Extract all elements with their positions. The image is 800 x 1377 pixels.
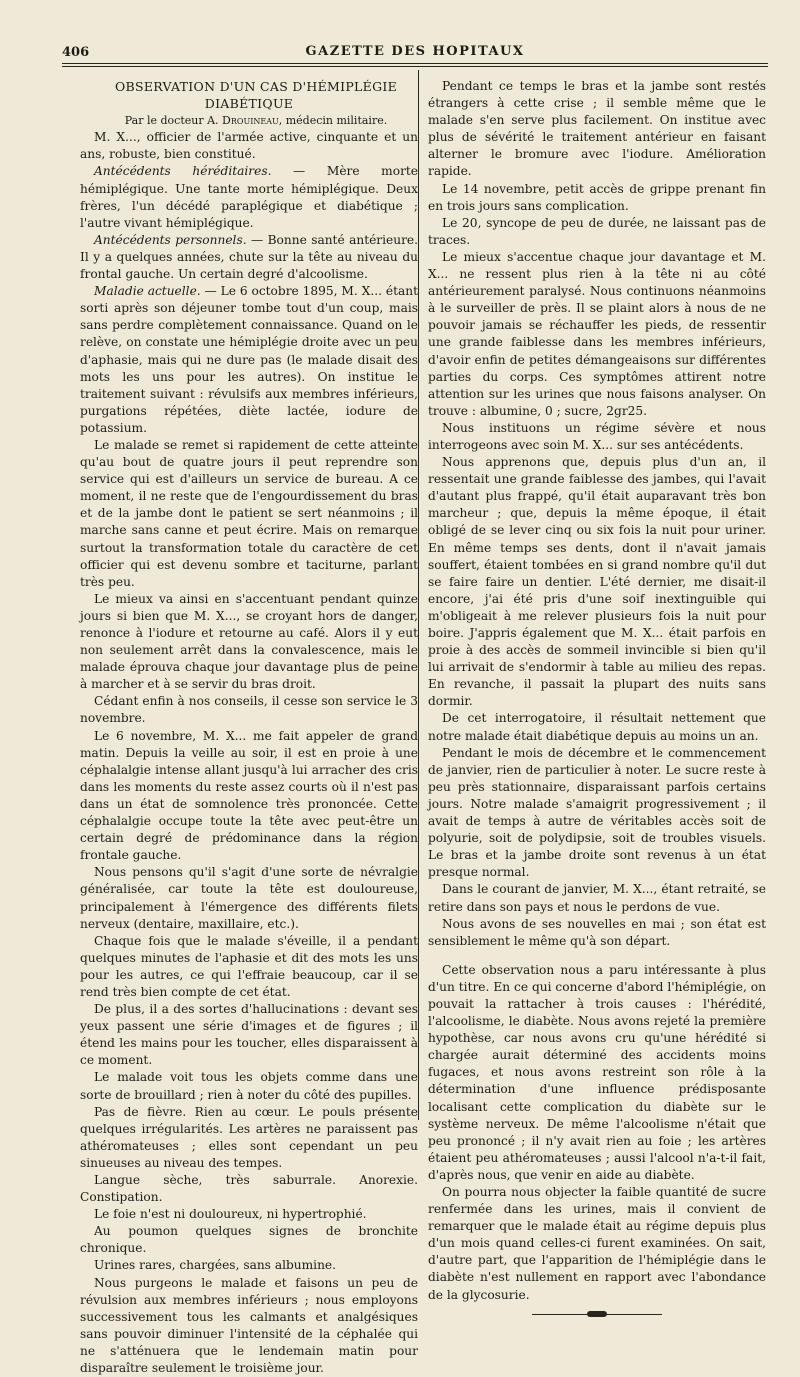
header-rule [62, 63, 768, 64]
paragraph-text: Cédant enfin à nos conseils, il cesse son service le 3 novembre. [80, 694, 418, 726]
right-paragraph: On pourra nous objecter la faible quantité de sucre renfermée dans les urines, mais il convient de remarquer que le malade était au régime depuis plus d'un mois quand celles-ci furent examinées. On sait, d'autre part, que l'apparition de l'hémiplégie dans le diabète n'est nullement en rapport avec l'abondance de la glycosurie. [428, 1185, 766, 1302]
right-paragraph: De cet interrogatoire, il résultait nettement que notre malade était diabétique depuis au moins un an. [428, 711, 766, 743]
left-paragraph [80, 933, 418, 1001]
paragraph-text: — Mère morte hémiplégique. Une tante morte hémiplégique. Deux frères, l'un décédé paraplégique et diabétique ; l'autre vivant hémiplégique. [80, 164, 419, 230]
left-column [80, 78, 418, 1377]
right-paragraph: Cette observation nous a paru intéressante à plus d'un titre. En ce qui concerne d'abord l'hémiplégie, on pouvait la rattacher à trois causes : l'hérédité, l'alcoolisme, le diabète. Nous avons rejeté la première hypothèse, car nous avons cru qu'une hérédité si chargée aurait déterminé des accidents moins fugaces, et nous avons restreint son rôle à la détermination d'une influence prédisposante localisant cette complication du diabète sur le système nerveux. De même l'alcoolisme n'était que peu prononcé ; il n'y avait rien au foie ; les artères étaient peu athéromateuses ; aussi l'alcool n'a-t-il fait, d'après nous, que venir en aide au diabète. [428, 962, 766, 1182]
right-paragraph: Le 20, syncope de peu de durée, ne laissant pas de traces. [428, 215, 766, 247]
left-column-body [80, 129, 418, 1377]
paragraph-text: Au poumon quelques signes de bronchite chronique. [80, 1224, 418, 1256]
section-lead: Maladie actuelle. [94, 284, 201, 299]
paragraph-text: Nous purgeons le malade et faisons un peu de révulsion aux membres inférieurs ; nous employons successivement tous les calmants et analgésiques sans pouvoir diminuer l'intensité de la céphalée qui ne s'atténuera que le lendemain matin pour disparaître seulement le troisième jour. [80, 1275, 418, 1376]
right-paragraph: Le 14 novembre, petit accès de grippe prenant fin en trois jours sans complication. [428, 181, 766, 213]
right-paragraph: Pendant ce temps le bras et la jambe sont restés étrangers à cette crise ; il semble même que le malade s'en serve plus facilement. On institue avec plus de sévérité le traitement antérieur en faisant alterner le bromure avec l'iodure. Amélioration rapide. [428, 79, 766, 179]
right-paragraph: Nous instituons un régime sévère et nous interrogeons avec soin M. X... sur ses antécédents. [428, 420, 766, 452]
paragraph-text: Chaque fois que le malade s'éveille, il a pendant quelques minutes de l'aphasie et dit des mots les uns pour les autres, ce qui l'effraie beaucoup, car il se rend très bien compte de cet état. [80, 933, 418, 999]
left-paragraph [80, 1001, 418, 1069]
left-paragraph [80, 129, 418, 163]
left-paragraph [80, 1172, 418, 1206]
paragraph-text: De plus, il a des sortes d'hallucinations : devant ses yeux passent une série d'images et de figures ; il étend les mains pour les toucher, elles disparaissent à ce moment. [80, 1002, 418, 1068]
author-name: A. Drouineau [207, 114, 279, 128]
paragraph-text: Urines rares, chargées, sans albumine. [94, 1258, 337, 1273]
left-paragraph [80, 1223, 418, 1257]
left-paragraph [80, 232, 418, 283]
page-number: 406 [62, 45, 90, 60]
right-paragraph: Nous apprenons que, depuis plus d'un an, il ressentait une grande faiblesse des jambes, qui l'avait d'autant plus frappé, qu'il était auparavant très bon marcheur ; que, depuis la même époque, il était obligé de se lever cinq ou six fois la nuit pour uriner. En même temps ses dents, dont il n'avait jamais souffert, étaient tombées en si grand nombre qu'il dut se faire faire un dentier. L'été dernier, me disait-il encore, j'ai été pris d'une soif inextinguible qui m'obligeait à me relever plusieurs fois la nuit pour boire. J'appris également que M. X... était parfois en proie à des accès de sommeil invincible si bien qu'il lui arrivait de s'endormir à table au milieu des repas. En revanche, il passait la plupart des nuits sans dormir. [428, 455, 766, 709]
right-paragraph: Dans le courant de janvier, M. X..., étant retraité, se retire dans son pays et nous le perdons de vue. [428, 882, 766, 914]
left-paragraph [80, 1206, 418, 1223]
paragraph-text: Langue sèche, très saburrale. Anorexie. Constipation. [80, 1173, 418, 1205]
page-header [62, 43, 768, 63]
journal-title: GAZETTE DES HOPITAUX [305, 44, 525, 59]
left-paragraph [80, 728, 418, 865]
header-rule-double [62, 66, 768, 67]
paragraph-text: Le malade voit tous les objets comme dans une sorte de brouillard ; rien à noter du côté des pupilles. [80, 1070, 418, 1102]
left-paragraph [80, 591, 418, 694]
section-lead: Antécédents héréditaires. [94, 164, 272, 179]
left-paragraph [80, 283, 418, 437]
paragraph-text: Le foie n'est ni douloureux, ni hypertrophié. [94, 1207, 367, 1222]
paragraph-text: M. X..., officier de l'armée active, cinquante et un ans, robuste, bien constitué. [80, 130, 418, 162]
paragraph-text: Pas de fièvre. Rien au cœur. Le pouls présente quelques irrégularités. Les artères ne paraissent pas athéromateuses ; elles sont cependant un peu sinueuses au niveau des tempes. [80, 1104, 418, 1170]
paragraph-text: Le 6 novembre, M. X... me fait appeler de grand matin. Depuis la veille au soir, il est en proie à une céphalalgie intense allant jusqu'à lui arracher des cris dans les moments du reste assez courts où il n'est pas dans un état de somnolence très prononcée. Cette céphalalgie occupe toute la tête avec peut-être un certain degré de prédominance dans la région frontale gauche. [80, 728, 418, 863]
section-lead: Antécédents personnels. [94, 232, 247, 247]
paragraph-text: Nous pensons qu'il s'agit d'une sorte de névralgie généralisée, car toute la tête est douloureuse, principalement à l'émergence des différents filets nerveux (dentaire, maxillaire, etc.). [80, 865, 418, 931]
right-paragraph: Pendant le mois de décembre et le commencement de janvier, rien de particulier à noter. Le sucre reste à peu près stationnaire, disparaissant parfois certains jours. Notre malade s'amaigrit progressivement ; il avait de temps à autre de véritables accès soit de polyurie, soit de polydipsie, soit de troubles visuels. Le bras et la jambe droite sont revenus à un état presque normal. [428, 745, 766, 880]
right-column-body [428, 78, 766, 1304]
end-ornament [532, 1314, 662, 1321]
left-paragraph [80, 1104, 418, 1172]
left-paragraph [80, 163, 418, 231]
column-divider [418, 70, 419, 1120]
paragraph-text: — Bonne santé antérieure. Il y a quelques années, chute sur la tête au niveau du frontal gauche. Un certain degré d'alcoolisme. [80, 232, 418, 282]
left-paragraph [80, 864, 418, 932]
article-title: OBSERVATION D'UN CAS D'HÉMIPLÉGIE DIABÉTIQUE [114, 79, 398, 112]
byline-prefix: Par le docteur [124, 114, 204, 128]
right-paragraph: Nous avons de ses nouvelles en mai ; son état est sensiblement le même qu'à son départ. [428, 916, 766, 948]
left-paragraph [80, 693, 418, 727]
paragraph-text: — Le 6 octobre 1895, M. X... étant sorti après son déjeuner tombe tout d'un coup, mais sans perdre complètement connaissance. Quand on le relève, on constate une hémiplégie droite avec un peu d'aphasie, mais qui ne dure pas (le malade disait des mots les uns pour les autres). On institue le traitement suivant : révulsifs aux membres inférieurs, purgations répétées, diète lactée, iodure de potassium. [80, 284, 418, 435]
left-paragraph [80, 1275, 418, 1377]
byline-suffix: , médecin militaire. [278, 114, 388, 128]
paragraph-gap [428, 950, 766, 962]
right-column [428, 78, 766, 1321]
paragraph-text: Le mieux va ainsi en s'accentuant pendant quinze jours si bien que M. X..., se croyant hors de danger, renonce à l'iodure et retourne au café. Alors il y eut non seulement arrêt dans la convalescence, mais le malade éprouva chaque jour davantage plus de peine à marcher et à se servir du bras droit. [80, 591, 418, 692]
article-byline [80, 112, 418, 129]
right-paragraph: Le mieux s'accentue chaque jour davantage et M. X... ne ressent plus rien à la tête ni au côté antérieurement paralysé. Nous continuons néanmoins à le surveiller de près. Il se plaint alors à nous de ne pouvoir jamais se réchauffer les pieds, de ressentir une grande faiblesse dans les membres inférieurs, d'avoir enfin de petites démangeaisons sur différentes parties du corps. Ces symptômes attirent notre attention sur les urines que nous faisons analyser. On trouve : albumine, 0 ; sucre, 2gr25. [428, 249, 766, 418]
left-paragraph [80, 1257, 418, 1274]
left-paragraph [80, 1069, 418, 1103]
paragraph-text: Le malade se remet si rapidement de cette atteinte qu'au bout de quatre jours il peut reprendre son service qui est d'ailleurs un service de bureau. A ce moment, il ne reste que de l'engourdissement du bras et de la jambe dont le patient se sert néanmoins ; il marche sans canne et peut écrire. Mais on remarque surtout la transformation totale du caractère de cet officier qui est devenu sombre et taciturne, parlant très peu. [80, 437, 418, 589]
left-paragraph [80, 437, 418, 591]
